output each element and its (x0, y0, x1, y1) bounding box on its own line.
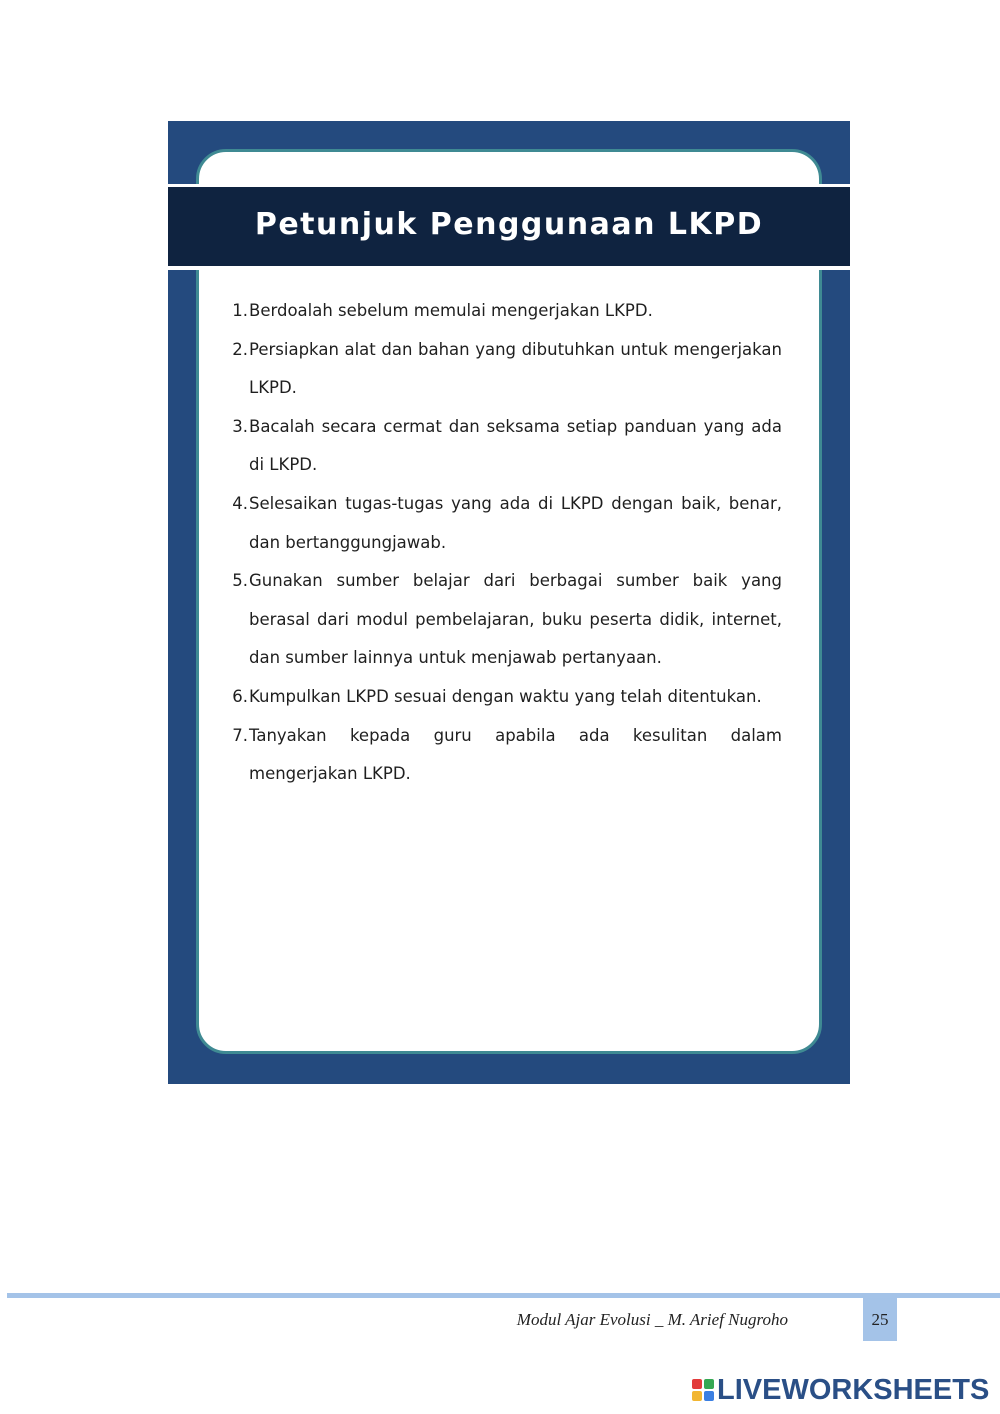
item-text: Kumpulkan LKPD sesuai dengan waktu yang telah ditentukan. (249, 686, 762, 706)
logo-square-v (692, 1391, 702, 1401)
brand-name: LIVEWORKSHEETS (717, 1373, 990, 1406)
liveworksheets-logo-icon (692, 1379, 714, 1401)
list-item (230, 292, 782, 331)
item-text: Persiapkan alat dan bahan yang dibutuhkan untuk mengerjakan LKPD. (249, 339, 782, 398)
list-item (230, 562, 782, 678)
item-number: 5. (232, 571, 248, 591)
page-title: Petunjuk Penggunaan LKPD (254, 207, 764, 242)
instruction-list (230, 292, 782, 794)
item-number: 2. (232, 339, 248, 359)
item-number: 7. (232, 725, 248, 745)
logo-square-i (704, 1379, 714, 1389)
title-banner (168, 184, 850, 270)
list-item (230, 678, 782, 717)
item-number: 3. (232, 416, 248, 436)
page-number: 25 (863, 1298, 897, 1341)
list-item (230, 717, 782, 794)
list-item (230, 485, 782, 562)
liveworksheets-brand[interactable] (692, 1373, 989, 1407)
item-number: 4. (232, 493, 248, 513)
item-text: Berdoalah sebelum memulai mengerjakan LKPD. (249, 301, 653, 320)
footer-credit: Modul Ajar Evolusi _ M. Arief Nugroho (516, 1310, 788, 1329)
list-item (230, 331, 782, 408)
item-text: Tanyakan kepada guru apabila ada kesulitan dalam mengerjakan LKPD. (249, 725, 782, 784)
item-number: 1. (232, 301, 248, 320)
logo-square-l (692, 1379, 702, 1389)
footer-divider (7, 1293, 1000, 1298)
item-text: Selesaikan tugas-tugas yang ada di LKPD dengan baik, benar, dan bertanggungjawab. (249, 493, 782, 552)
item-text: Gunakan sumber belajar dari berbagai sumber baik yang berasal dari modul pembelajaran, buku peserta didik, internet, dan sumber lainnya untuk menjawab pertanyaan. (249, 571, 782, 668)
item-number: 6. (232, 686, 248, 706)
logo-square-e (704, 1391, 714, 1401)
item-text: Bacalah secara cermat dan seksama setiap panduan yang ada di LKPD. (249, 416, 782, 475)
list-item (230, 408, 782, 485)
